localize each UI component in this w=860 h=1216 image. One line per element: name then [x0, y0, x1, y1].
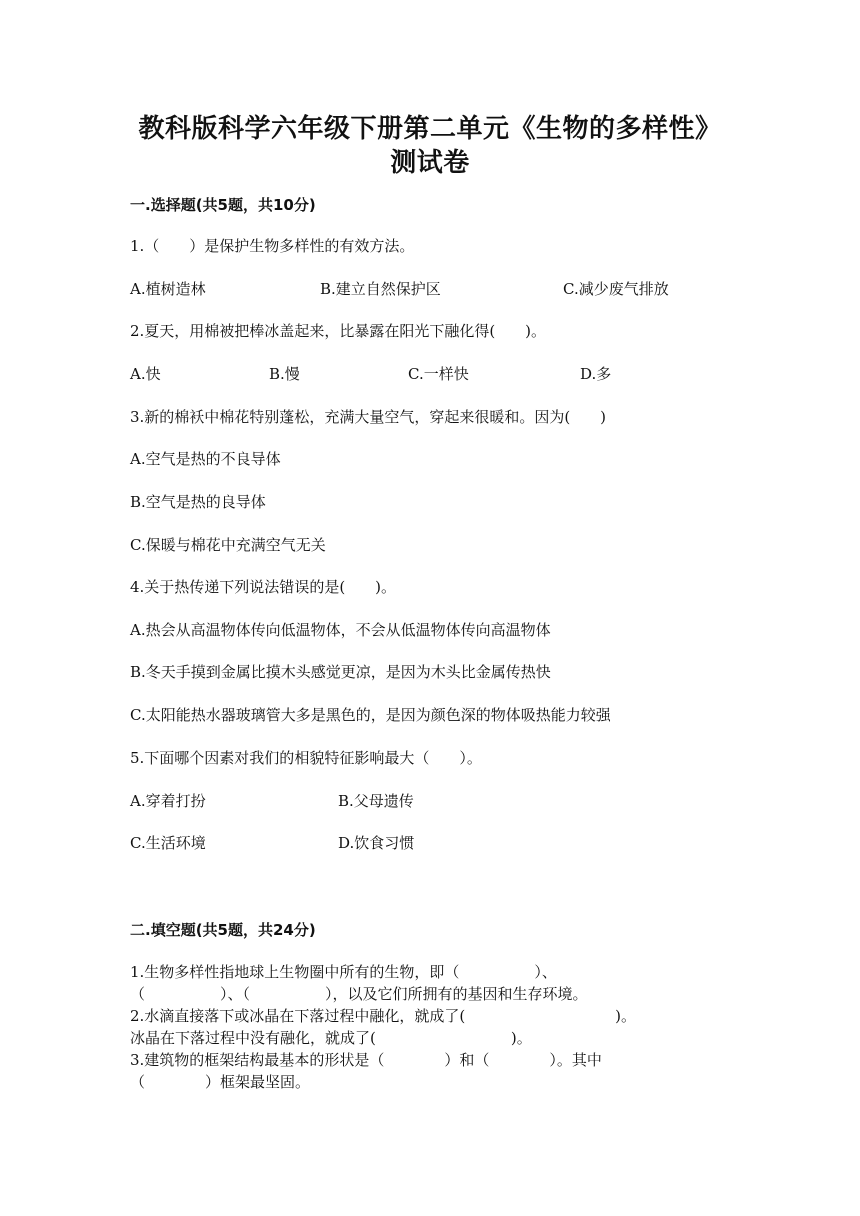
option-b: B.父母遗传: [338, 792, 414, 810]
option-c: C.保暖与棉花中充满空气无关: [130, 536, 326, 554]
option-a: A.热会从高温物体传向低温物体，不会从低温物体传向高温物体: [130, 621, 551, 639]
option-d: D.多: [580, 365, 612, 383]
fill-line: 冰晶在下落过程中没有融化，就成了( )。: [130, 1029, 532, 1047]
option-a: A.穿着打扮: [130, 792, 206, 810]
question-stem: 5.下面哪个因素对我们的相貌特征影响最大（ ）。: [130, 749, 482, 767]
fill-line: （ ）、（ ），以及它们所拥有的基因和生存环境。: [130, 985, 588, 1003]
fill-line: （ ）框架最坚固。: [130, 1073, 311, 1091]
question-stem: 2.夏天，用棉被把棒冰盖起来，比暴露在阳光下融化得( )。: [130, 322, 547, 340]
option-c: C.减少废气排放: [563, 280, 669, 298]
option-b: B.空气是热的良导体: [130, 493, 266, 511]
option-c: C.太阳能热水器玻璃管大多是黑色的，是因为颜色深的物体吸热能力较强: [130, 706, 611, 724]
page-title: 教科版科学六年级下册第二单元《生物的多样性》: [138, 114, 722, 144]
option-b: B.建立自然保护区: [320, 280, 441, 298]
fill-line: 1.生物多样性指地球上生物圈中所有的生物，即（ ）、: [130, 963, 557, 981]
page-subtitle: 测试卷: [390, 148, 470, 178]
question-stem: 1.（ ）是保护生物多样性的有效方法。: [130, 237, 415, 255]
option-a: A.快: [130, 365, 161, 383]
option-a: A.植树造林: [130, 280, 206, 298]
option-b: B.冬天手摸到金属比摸木头感觉更凉，是因为木头比金属传热快: [130, 663, 551, 681]
question-stem: 4.关于热传递下列说法错误的是( )。: [130, 578, 397, 596]
section-title-choice: 一.选择题(共5题，共10分): [130, 196, 316, 214]
option-b: B.慢: [269, 365, 300, 383]
option-c: C.一样快: [408, 365, 469, 383]
fill-line: 3.建筑物的框架结构最基本的形状是（ ）和（ ）。其中: [130, 1051, 602, 1069]
option-c: C.生活环境: [130, 834, 206, 852]
fill-line: 2.水滴直接落下或冰晶在下落过程中融化，就成了( )。: [130, 1007, 637, 1025]
section-title-fill: 二.填空题(共5题，共24分): [130, 921, 316, 939]
option-a: A.空气是热的不良导体: [130, 450, 281, 468]
option-d: D.饮食习惯: [338, 834, 415, 852]
question-stem: 3.新的棉袄中棉花特别蓬松，充满大量空气，穿起来很暖和。因为( ): [130, 408, 607, 426]
